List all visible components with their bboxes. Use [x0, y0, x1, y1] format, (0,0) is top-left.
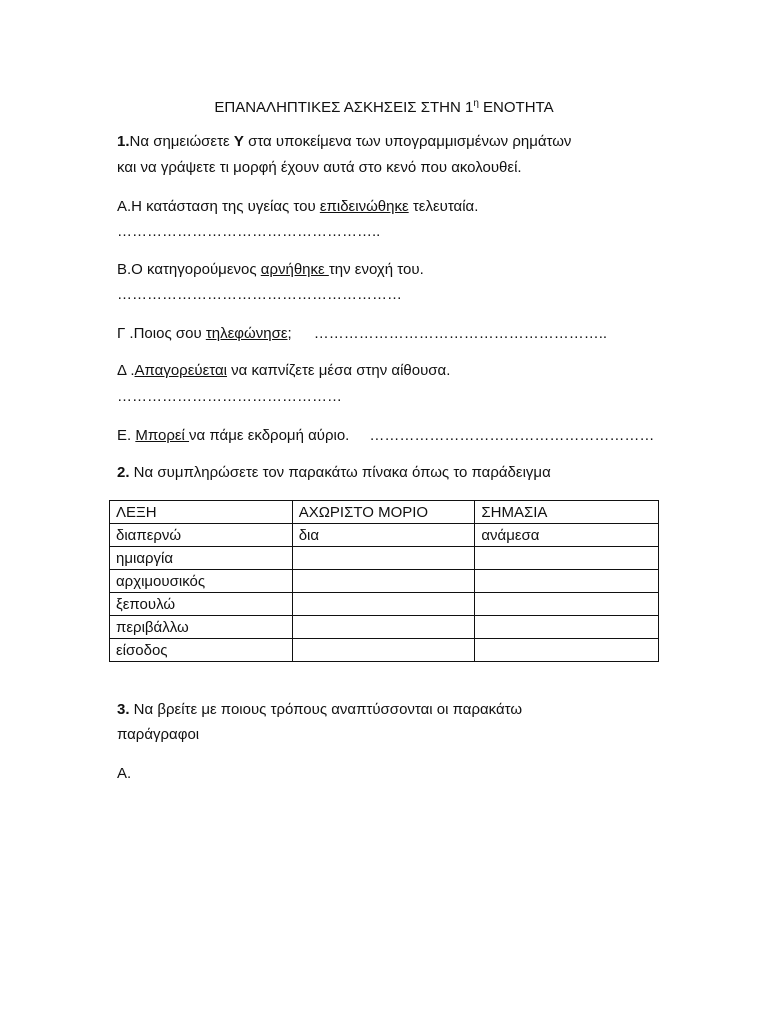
exercise-1-instruction-line2: και να γράψετε τι μορφή έχουν αυτά στο κενό που ακολουθεί. — [117, 159, 522, 176]
cell-prefix: δια — [292, 524, 475, 547]
cell-prefix — [292, 616, 475, 639]
item-a-answer-dots: …………………………………………….. — [117, 223, 381, 240]
item-a-suffix: τελευταία. — [408, 198, 479, 215]
table-row — [110, 593, 659, 616]
title-superscript: η — [473, 98, 479, 109]
table-row — [110, 524, 659, 547]
exercise-3-instruction-line2: παράγραφοι — [117, 726, 200, 743]
exercise-2-instruction — [117, 463, 551, 483]
table-header-row — [110, 501, 659, 524]
header-meaning: ΣΗΜΑΣΙΑ — [475, 501, 659, 524]
item-e-suffix: να πάμε εκδρομή αύριο. — [189, 427, 350, 444]
item-b-verb: αρνήθηκε — [260, 261, 329, 278]
exercise-3-instruction — [117, 700, 522, 720]
exercise-1-text-a: Να σημειώσετε — [129, 133, 234, 150]
table-row — [110, 547, 659, 570]
table-row — [110, 639, 659, 662]
cell-word: ημιαργία — [110, 547, 293, 570]
title-text: ΕΠΑΝΑΛΗΠΤΙΚΕΣ ΑΣΚΗΣΕΙΣ ΣΤΗΝ 1 — [214, 99, 474, 116]
table-row — [110, 570, 659, 593]
exercise-3-number: 3. — [117, 701, 130, 718]
cell-prefix — [292, 639, 475, 662]
cell-word: περιβάλλω — [110, 616, 293, 639]
cell-meaning — [475, 570, 659, 593]
cell-word: αρχιμουσικός — [110, 570, 293, 593]
exercise-3-text: Να βρείτε με ποιους τρόπους αναπτύσσονται οι παρακάτω — [129, 701, 523, 718]
title-text-end: ΕΝΟΤΗΤΑ — [478, 99, 554, 116]
header-prefix: ΑΧΩΡΙΣΤΟ ΜΟΡΙΟ — [292, 501, 475, 524]
exercise-1-item-b — [117, 260, 424, 280]
exercise-2-number: 2. — [117, 464, 130, 481]
page-title — [0, 94, 768, 118]
cell-word: ξεπουλώ — [110, 593, 293, 616]
cell-meaning — [475, 639, 659, 662]
item-e-prefix: Ε. — [117, 427, 136, 444]
exercise-1-item-d — [117, 361, 450, 381]
cell-word: διαπερνώ — [110, 524, 293, 547]
exercise-2-text: Να συμπληρώσετε τον παρακάτω πίνακα όπως το παράδειγμα — [129, 464, 551, 481]
item-e-verb: Μπορεί — [135, 427, 190, 444]
item-a-verb: επιδεινώθηκε — [319, 198, 409, 215]
item-d-answer-dots: ……………………………………… — [117, 388, 342, 405]
cell-meaning — [475, 547, 659, 570]
exercise-1-instruction — [117, 132, 571, 152]
header-word: ΛΕΞΗ — [110, 501, 293, 524]
item-c-prefix: Γ .Ποιος σου — [117, 325, 206, 342]
table-row — [110, 616, 659, 639]
word-table — [109, 500, 659, 662]
exercise-1-item-c — [117, 324, 607, 344]
item-c-verb: τηλεφώνησε — [205, 325, 288, 342]
exercise-3-item-a: Α. — [117, 765, 132, 782]
item-c-answer-dots: ………………………………………………….. — [313, 325, 608, 342]
item-e-answer-dots: ………………………………………………… — [369, 427, 655, 444]
exercise-1-item-e — [117, 426, 654, 446]
cell-meaning: ανάμεσα — [475, 524, 659, 547]
exercise-1-bold-letter: Υ — [233, 133, 244, 150]
cell-prefix — [292, 570, 475, 593]
exercise-1-number: 1. — [117, 133, 130, 150]
item-b-answer-dots: ………………………………………………… — [117, 286, 402, 303]
cell-prefix — [292, 593, 475, 616]
cell-word: είσοδος — [110, 639, 293, 662]
exercise-1-text-b: στα υποκείμενα των υπογραμμισμένων ρημάτων — [243, 133, 572, 150]
item-b-prefix: Β.Ο κατηγορούμενος — [117, 261, 261, 278]
item-d-suffix: να καπνίζετε μέσα στην αίθουσα. — [227, 362, 451, 379]
item-c-suffix: ; — [287, 325, 292, 342]
item-a-prefix: Α.Η κατάσταση της υγείας του — [117, 198, 320, 215]
cell-prefix — [292, 547, 475, 570]
item-d-verb: Απαγορεύεται — [134, 362, 228, 379]
cell-meaning — [475, 593, 659, 616]
cell-meaning — [475, 616, 659, 639]
item-b-suffix: την ενοχή του. — [328, 261, 424, 278]
exercise-1-item-a — [117, 197, 478, 217]
item-d-prefix: Δ . — [117, 362, 135, 379]
